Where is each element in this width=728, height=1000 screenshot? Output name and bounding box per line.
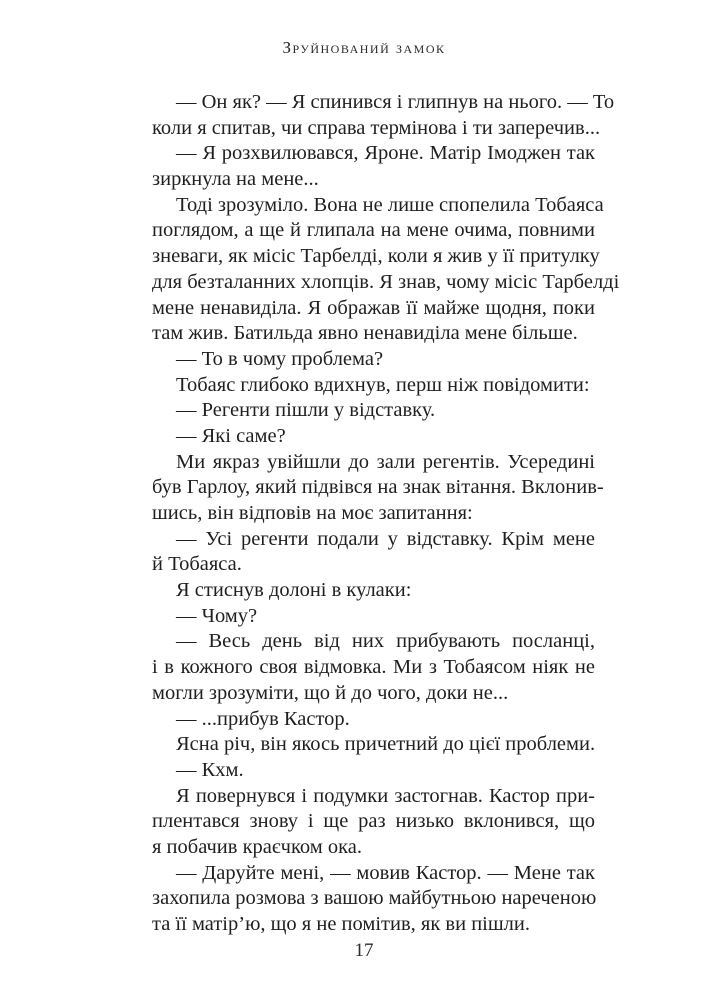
text-line: — Он як? — Я спинився і глипнув на нього. — То (176, 91, 615, 113)
text-line: Я стиснув долоні в кулаки: (176, 579, 412, 602)
text-line: — Усі регенти подали у відставку. Крім мене (176, 527, 595, 550)
text-line: — Регенти пішли у відставку. (176, 399, 436, 422)
text-line: — Чому? (176, 604, 258, 627)
text-line: могли зрозуміти, що й до чого, доки не... (152, 681, 509, 704)
text-line: — Даруйте мені, — мовив Кастор. — Мене так (176, 861, 595, 884)
text-line: коли я спитав, чи справа термінова і ти заперечив... (152, 116, 601, 139)
text-line: та її матір’ю, що я не помітив, як ви пішли. (152, 913, 530, 935)
text-line: й Тобаяса. (152, 553, 242, 576)
body-text (152, 90, 620, 938)
text-line: був Гарлоу, який підвівся на знак вітання. Вклонив- (152, 476, 604, 499)
text-line: і в кожного своя відмовка. Ми з Тобаясом ніяк не (152, 656, 595, 679)
running-header: Зруйнований замок (282, 38, 446, 57)
text-line: — Кхм. (176, 758, 244, 781)
text-line: Тобаяс глибоко вдихнув, перш ніж повідомити: (176, 373, 590, 396)
text-line: зневаги, як місіс Тарбелді, коли я жив у її притулку (152, 245, 600, 268)
text-line: — Я розхвилювався, Яроне. Матір Імоджен так (176, 142, 595, 165)
text-line: плентався знову і ще раз низько вклонився, що (152, 810, 595, 833)
text-line: там жив. Батильда явно ненавиділа мене більше. (152, 322, 578, 345)
text-line: Я повернувся і подумки застогнав. Кастор при- (176, 784, 595, 807)
text-line: Тоді зрозуміло. Вона не лише спопелила Тобаяса (176, 193, 604, 216)
text-line: я побачив краєчком ока. (152, 835, 362, 858)
text-line: — ...прибув Кастор. (176, 707, 350, 730)
text-line: Ми якраз увійшли до зали регентів. Усередині (176, 450, 595, 473)
text-line: захопила розмова з вашою майбутньою нареченою (152, 887, 597, 910)
text-line: для безталанних хлопців. Я знав, чому місіс Тарбелді (152, 270, 620, 293)
text-line: шись, він відповів на моє запитання: (152, 502, 473, 524)
text-line: Ясна річ, він якось причетний до цієї проблеми. (176, 733, 596, 756)
text-line: мене ненавиділа. Я ображав її майже щодня, поки (152, 296, 595, 319)
page-number: 17 (354, 940, 374, 961)
text-line: — Які саме? (176, 424, 286, 447)
text-line: — Весь день від них прибувають посланці, (176, 630, 595, 653)
text-line: поглядом, а ще й глипала на мене очима, повними (152, 219, 595, 242)
text-line: зиркнула на мене... (152, 168, 319, 191)
text-line: — То в чому проблема? (176, 347, 384, 370)
